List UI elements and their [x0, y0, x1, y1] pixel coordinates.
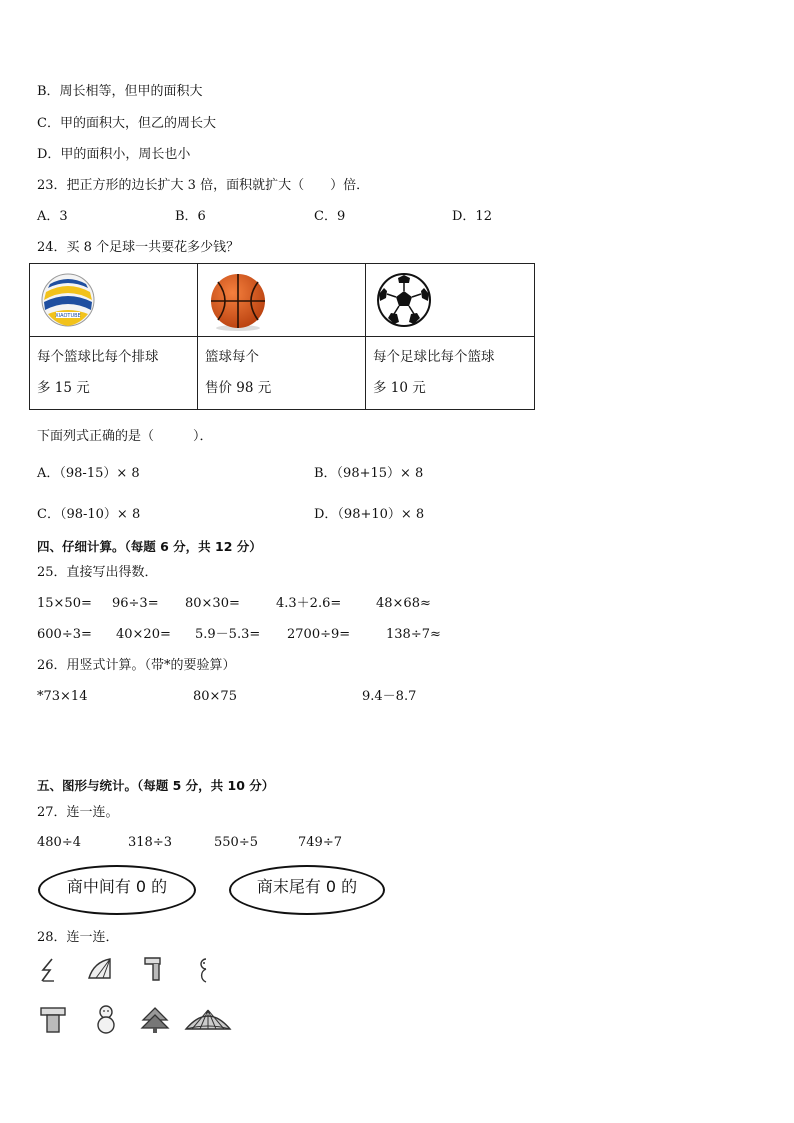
q25-r1-2: 96÷3= — [112, 596, 159, 611]
q24-stem: 24．买 8 个足球一共要花多少钱？ — [37, 240, 240, 255]
q25-r2-5: 138÷7≈ — [386, 627, 441, 642]
q25-stem: 25．直接写出得数． — [37, 565, 158, 580]
half-lightning-icon[interactable] — [38, 957, 60, 983]
q27-stem: 27．连一连。 — [37, 805, 119, 820]
q24-option-a: A．（98-15）× 8 — [37, 466, 140, 481]
q25-r1-4: 4.3＋2.6= — [276, 596, 342, 611]
q25-r2-1: 600÷3= — [37, 627, 92, 642]
umbrella-icon[interactable] — [184, 1007, 232, 1033]
q24-cell-2-line1: 篮球每个 — [205, 349, 259, 365]
q24-price-table — [29, 263, 535, 410]
q24-cell-1-line1: 每个篮球比每个排球 — [37, 349, 159, 365]
q27-oval-middle-zero[interactable] — [38, 865, 196, 915]
basketball-cell — [198, 264, 366, 337]
half-house-icon[interactable] — [142, 955, 164, 983]
q23-stem: 23．把正方形的边长扩大 3 倍，面积就扩大（ ）倍． — [37, 178, 370, 193]
q23-option-d: D．12 — [452, 209, 492, 224]
volleyball-cell — [30, 264, 198, 337]
q22-option-b: B．周长相等，但甲的面积大 — [37, 84, 203, 99]
q25-r1-1: 15×50= — [37, 596, 92, 611]
q23-option-b: B．6 — [175, 209, 206, 224]
q24-cell-football-text — [366, 337, 535, 410]
house-icon[interactable] — [38, 1005, 68, 1035]
q23-option-a: A．3 — [37, 209, 68, 224]
q24-cell-volleyball-text — [30, 337, 198, 410]
football-icon — [376, 272, 432, 328]
half-umbrella-icon[interactable] — [86, 956, 114, 982]
q24-cell-3-line2: 多 10 元 — [373, 380, 426, 396]
tree-icon[interactable] — [140, 1006, 170, 1034]
q24-cell-1-line2: 多 15 元 — [37, 380, 90, 396]
q27-item-4: 749÷7 — [298, 835, 342, 850]
q26-item-3: 9.4－8.7 — [362, 689, 417, 704]
q26-item-1: *73×14 — [37, 689, 88, 704]
q25-r2-2: 40×20= — [116, 627, 171, 642]
q27-oval-2-label: 商末尾有 0 的 — [256, 877, 358, 896]
q24-cell-3-line1: 每个足球比每个篮球 — [373, 349, 495, 365]
q27-item-3: 550÷5 — [214, 835, 258, 850]
q24-question: 下面列式正确的是（ ）． — [37, 429, 213, 444]
q24-option-d: D．（98+10）× 8 — [314, 507, 425, 522]
q25-r2-4: 2700÷9= — [287, 627, 351, 642]
q24-option-c: C．（98-10）× 8 — [37, 507, 141, 522]
q24-cell-basketball-text — [198, 337, 366, 410]
q26-stem: 26．用竖式计算。（带*的要验算） — [37, 658, 236, 673]
q25-r1-3: 80×30= — [185, 596, 240, 611]
q27-oval-1-label: 商中间有 0 的 — [66, 877, 168, 896]
section-5-heading: 五、图形与统计。（每题 5 分，共 10 分） — [37, 778, 275, 793]
half-snowman-icon[interactable] — [196, 956, 212, 984]
q26-item-2: 80×75 — [193, 689, 237, 704]
q25-r1-5: 48×68≈ — [376, 596, 431, 611]
q27-item-1: 480÷4 — [37, 835, 81, 850]
q27-oval-end-zero[interactable] — [229, 865, 385, 915]
section-4-heading: 四、仔细计算。（每题 6 分，共 12 分） — [37, 539, 262, 554]
q25-r2-3: 5.9－5.3= — [195, 627, 261, 642]
q24-cell-2-line2: 售价 98 元 — [205, 380, 272, 396]
basketball-icon — [208, 272, 268, 332]
q22-option-c: C．甲的面积大，但乙的周长大 — [37, 116, 216, 131]
football-cell — [366, 264, 535, 337]
q22-option-d: D．甲的面积小，周长也小 — [37, 147, 191, 162]
snowman-icon[interactable] — [94, 1003, 118, 1035]
q28-stem: 28．连一连． — [37, 930, 119, 945]
volleyball-icon — [40, 272, 96, 328]
ball-logo-text: XIAOTUBE — [55, 313, 81, 319]
q27-item-2: 318÷3 — [128, 835, 172, 850]
q24-option-b: B．（98+15）× 8 — [314, 466, 424, 481]
q23-option-c: C．9 — [314, 209, 346, 224]
